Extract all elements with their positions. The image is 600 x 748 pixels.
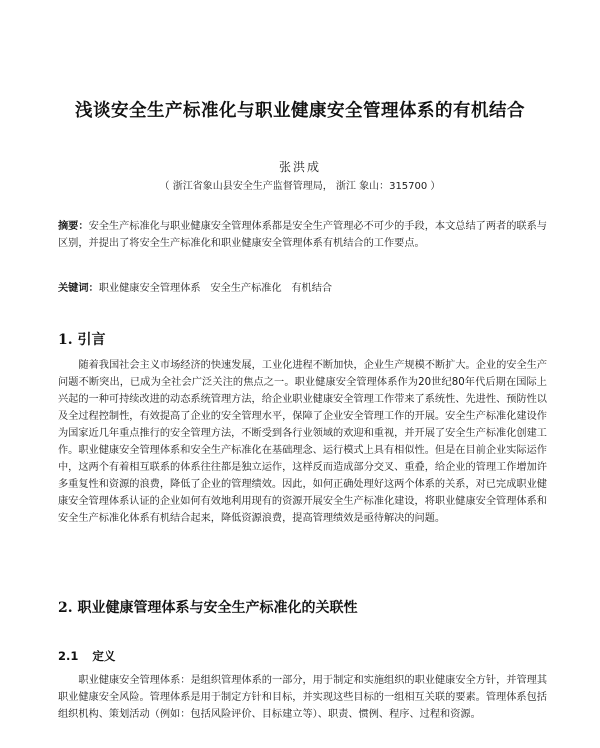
abstract-label: 摘要： bbox=[58, 221, 89, 232]
subsection-title: 定义 bbox=[92, 649, 116, 663]
abstract-text: 安全生产标准化与职业健康安全管理体系都是安全生产管理必不可少的手段，本文总结了两者的联系与区别，并提出了将安全生产标准化和职业健康安全管理体系有机结合的工作要点。 bbox=[58, 221, 547, 249]
keywords-text: 职业健康安全管理体系 安全生产标准化 有机结合 bbox=[98, 283, 333, 294]
author-name: 张洪成 bbox=[278, 160, 321, 174]
paper-title: 浅谈安全生产标准化与职业健康安全管理体系的有机结合 bbox=[75, 101, 525, 121]
keywords-label: 关键词： bbox=[58, 283, 99, 294]
definition-paragraph: 职业健康安全管理体系：是组织管理体系的一部分，用于制定和实施组织的职业健康安全方针，并管理其职业健康安全风险。管理体系是用于制定方针和目标，并实现这些目标的一组相互关联的要素。管理体系包括组织机构、策划活动（例如：包括风险评价、目标建立等）、职责、惯例、程序、过程和资源。 bbox=[58, 675, 548, 720]
section-heading-introduction: 1. 引言 bbox=[58, 332, 106, 348]
section-heading-relevance: 2. 职业健康管理体系与安全生产标准化的关联性 bbox=[58, 600, 358, 616]
author-affiliation: （ 浙江省象山县安全生产监督管理局， 浙江 象山：315700 ） bbox=[159, 181, 441, 192]
subsection-heading-definition bbox=[58, 648, 115, 664]
introduction-paragraph: 随着我国社会主义市场经济的快速发展，工业化进程不断加快，企业生产规模不断扩大。企业的安全生产问题不断突出，已成为全社会广泛关注的焦点之一。职业健康安全管理体系作为20世纪80年代后期在国际上兴起的一种可持续改进的动态系统管理方法，给企业职业健康安全管理工作带来了系统性、先进性、预防性以及全过程控制性，有效提高了企业的安全管理水平，保障了企业安全管理工作的开展。安全生产标准化建设作为国家近几年重点推行的安全管理方法，不断受到各行业领域的欢迎和重视，并开展了安全生产标准化创建工作。职业健康安全管理体系和安全生产标准化在基础理念、运行模式上具有相似性。但是在目前企业实际运作中，这两个有着相互联系的体系往往都是独立运作，这样反而造成部分交叉、重叠，给企业的管理工作增加许多重复性和资源的浪费，降低了企业的管理绩效。因此，如何正确处理好这两个体系的关系，对已完成职业健康安全管理体系认证的企业如何有效地利用现有的资源开展安全生产标准化建设，将职业健康安全管理体系和安全生产标准化体系有机结合起来，降低资源浪费，提高管理绩效是亟待解决的问题。 bbox=[58, 360, 548, 524]
abstract bbox=[58, 218, 547, 252]
subsection-number: 2.1 bbox=[58, 649, 79, 663]
keywords bbox=[58, 280, 547, 297]
